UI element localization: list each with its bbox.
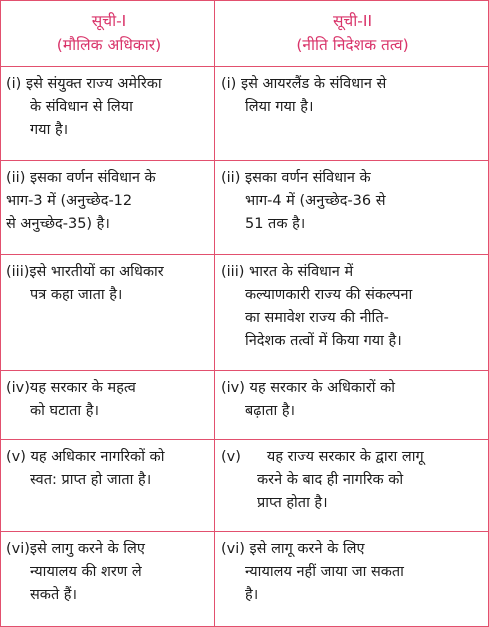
row-text: का समावेश राज्य की नीति- — [245, 310, 389, 326]
row-2-right — [215, 167, 488, 236]
row-text: भाग-3 में (अनुच्छेद-12 — [6, 193, 133, 209]
list-1-subtitle: (मौलिक अधिकार) — [56, 36, 162, 54]
row-text: (ii) इसका वर्णन संविधान के — [221, 170, 371, 186]
row-text: न्यायालय नहीं जाया जा सकता — [245, 564, 404, 580]
row-text: सकते हैं। — [30, 587, 78, 603]
row-divider-3 — [1, 370, 488, 371]
row-text: (vi)इसे लागु करने के लिए — [6, 541, 145, 557]
row-6-right — [215, 538, 488, 607]
row-1-left — [2, 73, 214, 142]
row-text: लिया गया है। — [245, 99, 314, 115]
row-text: गया है। — [30, 122, 69, 138]
row-text: (iv)यह सरकार के महत्व — [6, 380, 136, 396]
row-text: (iii)इसे भारतीयों का अधिकार — [6, 264, 164, 280]
row-text: (v) — [221, 449, 241, 465]
row-text: (ii) इसका वर्णन संविधान के — [6, 170, 156, 186]
header-right — [215, 9, 488, 57]
header-left — [2, 9, 214, 57]
row-text: (v) यह अधिकार नागरिकों को — [6, 449, 165, 465]
row-text: यह राज्य सरकार के द्वारा लागू — [266, 449, 424, 465]
row-4-left — [2, 377, 214, 423]
row-6-left — [2, 538, 214, 607]
row-divider-2 — [1, 254, 488, 255]
row-text: भाग-4 में (अनुच्छेद-36 से — [245, 193, 386, 209]
row-text: (vi) इसे लागू करने के लिए — [221, 541, 365, 557]
row-text: पत्र कहा जाता है। — [30, 287, 123, 303]
row-5-left — [2, 446, 214, 492]
row-text: (iv) यह सरकार के अधिकारों को — [221, 380, 395, 396]
row-text: (i) इसे आयरलैंड के संविधान से — [221, 76, 387, 92]
row-text: स्वत: प्राप्त हो जाता है। — [30, 472, 152, 488]
row-text: कल्याणकारी राज्य की संकल्पना — [245, 287, 413, 303]
row-2-left — [2, 167, 214, 236]
row-divider-4 — [1, 439, 488, 440]
row-3-left — [2, 261, 214, 307]
row-text: निदेशक तत्वों में किया गया है। — [245, 333, 402, 349]
row-5-right — [215, 446, 488, 515]
row-text: करने के बाद ही नागरिक को — [257, 472, 404, 488]
row-text: प्राप्त होता है। — [257, 495, 328, 511]
row-divider-header — [1, 66, 488, 67]
row-text: 51 तक है। — [245, 216, 306, 232]
row-text: के संविधान से लिया — [30, 99, 133, 115]
list-1-title: सूची-I — [91, 12, 127, 30]
row-text: (iii) भारत के संविधान में — [221, 264, 354, 280]
row-divider-1 — [1, 160, 488, 161]
row-4-right — [215, 377, 488, 423]
row-text: को घटाता है। — [30, 403, 99, 419]
row-divider-5 — [1, 531, 488, 532]
list-2-title: सूची-II — [332, 12, 373, 30]
row-1-right — [215, 73, 488, 119]
row-text: न्यायालय की शरण ले — [30, 564, 142, 580]
list-2-subtitle: (नीति निदेशक तत्व) — [296, 36, 409, 54]
row-text: बढ़ाता है। — [245, 403, 296, 419]
row-text: (i) इसे संयुक्त राज्य अमेरिका — [6, 76, 162, 92]
row-3-right — [215, 261, 488, 353]
row-text: है। — [245, 587, 259, 603]
row-text: से अनुच्छेद-35) है। — [6, 216, 110, 232]
